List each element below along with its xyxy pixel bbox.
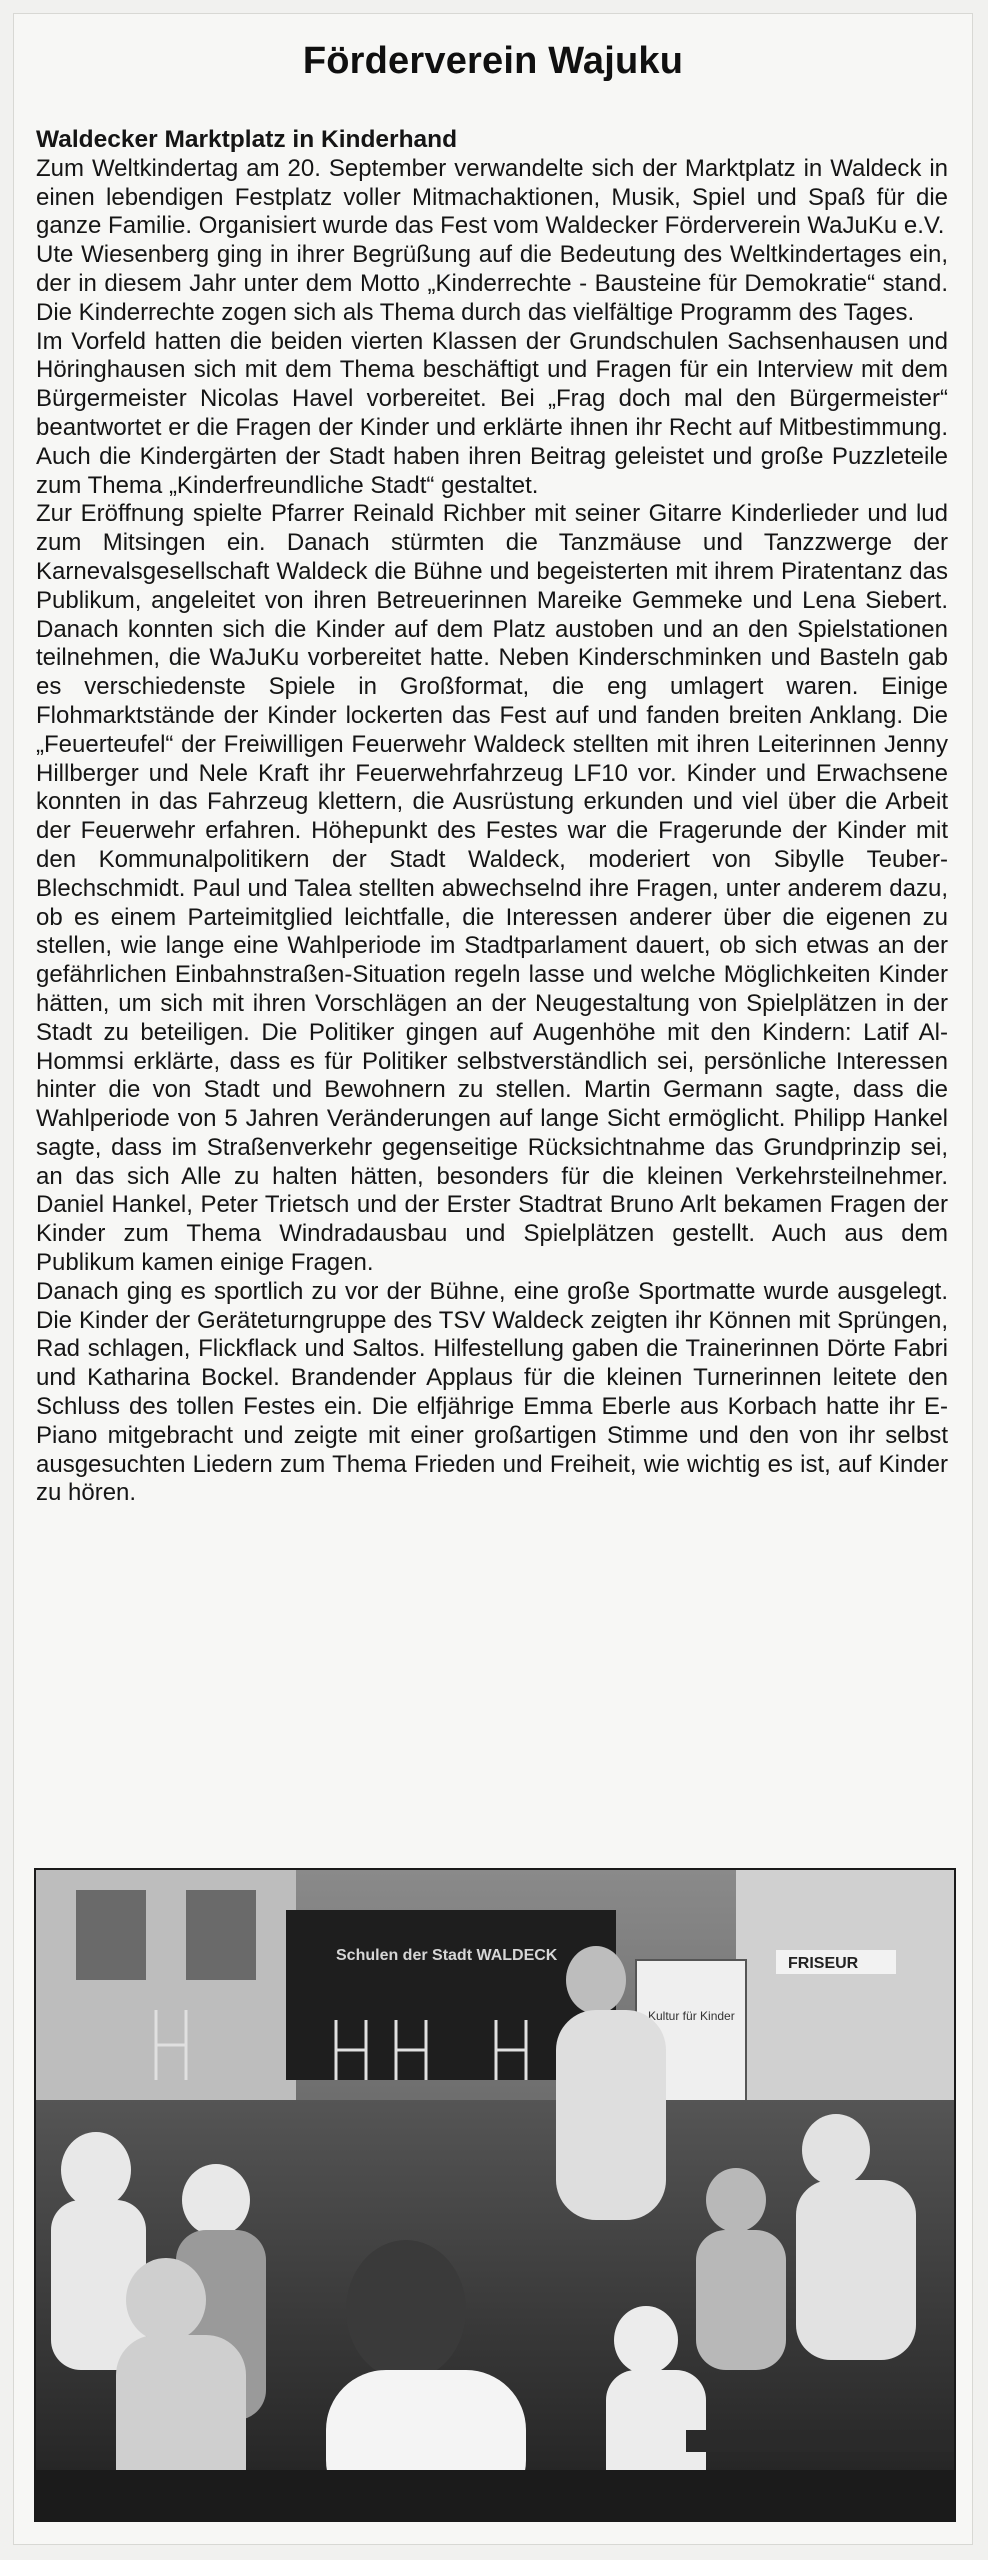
article-paragraph: Danach ging es sportlich zu vor der Bühne, eine große Sportmatte wurde ausgelegt. Die Kinder der Geräteturngruppe des TSV Waldeck zeigten ihr Können mit Sprüngen, Rad schlagen, Flickflack und Saltos. Hilfestellung gaben die Trainerinnen Dörte Fabri und Katharina Bockel. Brandender Applaus für die kleinen Turnerinnen leitete den Schluss des tollen Festes ein. Die elfjährige Emma Eberle aus Korbach hatte ihr E-Piano mitgebracht und zeigte mit einer großartigen Stimme und den von ihr selbst ausgesuchten Liedern zum Thema Frieden und Freiheit, wie wichtig es ist, auf Kinder zu hören. <box>36 1277 948 1507</box>
article-headline: Waldecker Marktplatz in Kinderhand <box>36 126 458 153</box>
event-photo <box>34 1868 956 2522</box>
article-paragraph: Zum Weltkindertag am 20. September verwandelte sich der Marktplatz in Waldeck in einen lebendigen Festplatz voller Mitmachaktionen, Musik, Spiel und Spaß für die ganze Familie. Organisiert wurde das Fest vom Waldecker Förderverein WaJuKu e.V. <box>36 154 948 240</box>
photo-sign-text: Kultur für Kinder <box>648 2009 735 2023</box>
newspaper-clipping <box>14 14 972 2544</box>
page-title: Förderverein Wajuku <box>302 40 684 82</box>
article-body <box>36 126 948 1508</box>
article-paragraph: Zur Eröffnung spielte Pfarrer Reinald Richber mit seiner Gitarre Kinderlieder und lud zum Mitsingen ein. Danach stürmten die Tanzmäuse und Tanzzwerge der Karnevalsgesellschaft Waldeck die Bühne und begeisterten mit ihrem Piratentanz das Publikum, angeleitet von ihren Betreuerinnen Mareike Gemmeke und Lena Siebert. Danach konnten sich die Kinder auf dem Platz austoben und an den Spielstationen teilnehmen, die WaJuKu vorbereitet hatte. Neben Kinderschminken und Basteln gab es verschiedenste Spiele in Großformat, die eng umlagert waren. Einige Flohmarktstände der Kinder lockerten das Fest auf und fanden breiten Anklang. Die „Feuerteufel“ der Freiwilligen Feuerwehr Waldeck stellten mit ihren Leiterinnen Jenny Hillberger und Nele Kraft ihr Feuerwehrfahrzeug LF10 vor. Kinder und Erwachsene konnten in das Fahrzeug klettern, die Ausrüstung erkunden und viel über die Arbeit der Feuerwehr erfahren. Höhepunkt des Festes war die Fragerunde der Kinder mit den Kommunalpolitikern der Stadt Waldeck, moderiert von Sibylle Teuber-Blechschmidt. Paul und Talea stellten abwechselnd ihre Fragen, unter anderem dazu, ob es einem Parteimitglied leichtfalle, die Interessen anderer über die eigenen zu stellen, wie lange eine Wahlperiode im Stadtparlament dauert, ob sich etwas an der gefährlichen Einbahnstraßen-Situation regeln lasse und welche Möglichkeiten Kinder hätten, um sich mit ihren Vorschlägen an der Neugestaltung von Spielplätzen in der Stadt zu beteiligen. Die Politiker gingen auf Augenhöhe mit den Kindern: Latif Al-Hommsi erklärte, dass es für Politiker selbstverständlich sei, persönliche Interessen hinter die von Stadt und Bewohnern zu stellen. Martin Germann sagte, dass die Wahlperiode von 5 Jahren Veränderungen auf lange Sicht ermöglicht. Philipp Hankel sagte, dass im Straßenverkehr gegenseitige Rücksichtnahme das Grundprinzip sei, an das sich Alle zu halten hätten, besonders für die kleinen Verkehrsteilnehmer. Daniel Hankel, Peter Trietsch und der Erster Stadtrat Bruno Arlt bekamen Fragen der Kinder zum Thema Windradausbau und Spielplätzen gestellt. Auch aus dem Publikum kamen einige Fragen. <box>36 500 948 1277</box>
article-paragraph: Im Vorfeld hatten die beiden vierten Klassen der Grundschulen Sachsenhausen und Höringhausen sich mit dem Thema beschäftigt und Fragen für ein Interview mit dem Bürgermeister Nicolas Havel vorbereitet. Bei „Frag doch mal den Bürgermeister“ beantwortet er die Fragen der Kinder und erklärte ihnen ihr Recht auf Mitbestimmung. Auch die Kindergärten der Stadt haben ihren Beitrag geleistet und große Puzzleteile zum Thema „Kinderfreundliche Stadt“ gestaltet. <box>36 327 948 499</box>
article-paragraph: Ute Wiesenberg ging in ihrer Begrüßung auf die Bedeutung des Weltkindertages ein, der in diesem Jahr unter dem Motto „Kinderrechte - Bausteine für Demokratie“ stand. Die Kinderrechte zogen sich als Thema durch das vielfältige Programm des Tages. <box>36 241 948 326</box>
photo-banner-text: Schulen der Stadt WALDECK <box>336 1947 558 1964</box>
photo-shop-sign: FRISEUR <box>788 1955 859 1972</box>
